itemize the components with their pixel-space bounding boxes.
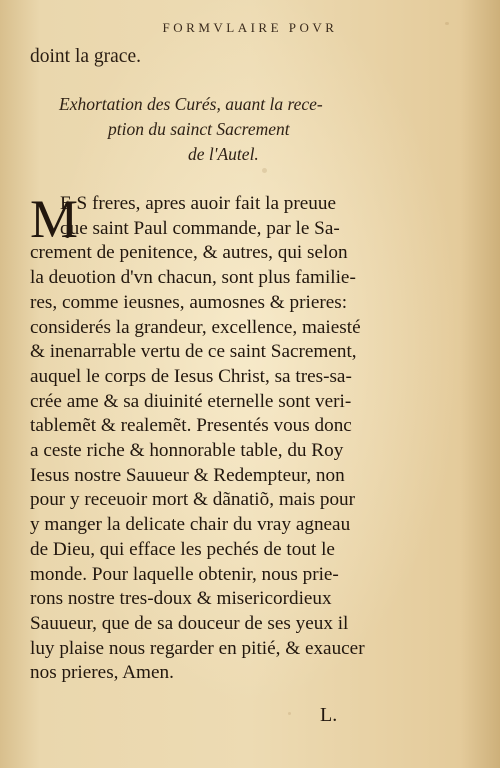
text-line: luy plaise nous regarder en pitié, & exaucer <box>30 637 365 659</box>
drop-cap: M <box>30 189 79 249</box>
text-line: crée ame & sa diuinité eternelle sont veri- <box>30 390 352 412</box>
text-line: E S freres, apres auoir fait la preuue <box>60 193 336 214</box>
text-line: nos prieres, Amen. <box>30 662 174 684</box>
paper-spot <box>262 168 267 173</box>
text-line: que saint Paul commande, par le Sa- <box>60 217 340 239</box>
text-line: tablemẽt & realemẽt. Presentés vous donc <box>30 415 352 437</box>
catchword: L. <box>320 704 338 726</box>
heading-line: Exhortation des Curés, auant la rece- <box>59 94 323 114</box>
text-line: res, comme ieusnes, aumosnes & prieres: <box>30 291 348 313</box>
text-line: Sauueur, que de sa douceur de ses yeux il <box>30 612 349 634</box>
text-line: auquel le corps de Iesus Christ, sa tres-sa- <box>30 365 352 387</box>
heading-line: ption du sainct Sacrement <box>108 119 290 139</box>
text-line: y manger la delicate chair du vray agneau <box>30 514 351 536</box>
text-line: a ceste riche & honnorable table, du Roy <box>30 440 344 462</box>
text-line: monde. Pour laquelle obtenir, nous prie- <box>30 563 339 585</box>
running-head: FORMVLAIRE POVR <box>162 20 338 35</box>
text-line: pour y receuoir mort & dãnatiõ, mais pour <box>30 489 356 511</box>
text-line: considerés la grandeur, excellence, maiesté <box>30 316 361 338</box>
body-paragraph <box>30 189 470 686</box>
heading-line: de l'Autel. <box>188 144 259 164</box>
text-line: de Dieu, qui efface les pechés de tout le <box>30 538 335 560</box>
paper-spot <box>288 712 291 715</box>
carry-over-line: doint la grace. <box>30 46 141 67</box>
text-line: rons nostre tres-doux & misericordieux <box>30 588 332 610</box>
text-line: Iesus nostre Sauueur & Redempteur, non <box>30 464 345 486</box>
section-heading <box>0 92 500 167</box>
text-line: la deuotion d'vn chacun, sont plus familie- <box>30 267 356 289</box>
text-line: & inenarrable vertu de ce saint Sacrement, <box>30 341 357 363</box>
text-line: crement de penitence, & autres, qui selon <box>30 242 348 264</box>
